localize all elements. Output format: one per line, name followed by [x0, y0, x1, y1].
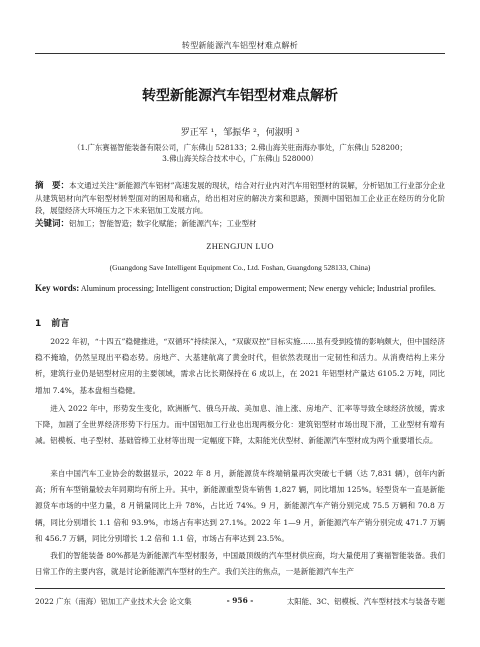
- en-keywords-label: Key words:: [35, 283, 80, 293]
- keywords-en: [35, 283, 445, 293]
- english-affiliation: (Guangdong Save Intelligent Equipment Co., Ltd. Foshan, Guangdong 528133, China): [109, 263, 371, 272]
- footer-rule: [35, 588, 445, 589]
- paragraph: 来自中国汽车工业协会的数据显示，2022 年 8 月，新能源货车终端销量再次突破七千辆（达 7,831 辆），创年内新高；所有车型销量较去年同期均有所上升。其中，新能源重型货车销售 1,827 辆，同比增加 125%。轻型货车一直是新能源货车市场的中坚力量，8 月销量同比上升 78%，占比近 74%。9 月，新能源汽车产销分别完成 75.5 万辆和 70.8 万辆，同比分别增长 1.1 倍和 93.9%，市场占有率达到 27.1%。2022 年 1—9 月，新能源汽车产销分别完成 471.7 万辆和 456.7 万辆，同比分别增长 1.2 倍和 1.1 倍，市场占有率达到 23.5%。: [35, 469, 445, 543]
- abstract-text: 本文通过关注“新能源汽车铝材”高速发展的现状，结合对行业内对汽车用铝型材的误解，分析铝加工行业部分企业从建筑铝材向汽车铝型材转型面对的困局和痛点，给出相对应的解决方案和思路，预测中国铝加工企业正在经历的分化阶段，展望经济大环境压力之下未来铝加工发展方向。: [35, 181, 445, 215]
- abstract-label: 摘 要：: [35, 181, 70, 191]
- header-rule: [35, 53, 445, 54]
- en-keywords-text: Aluminum processing; Intelligent construction; Digital empowerment; New energy vehicle; Industrial profiles.: [80, 284, 436, 293]
- running-header: 转型新能源汽车铝型材难点解析: [181, 41, 299, 50]
- section-title: 前言: [51, 319, 70, 329]
- english-author: ZHENGJUN LUO: [206, 241, 274, 251]
- section-heading: [35, 316, 69, 329]
- footer-topic: 太阳能、3C、铝模板、汽车型材技术与装备专题: [286, 597, 445, 606]
- abstract-cn: [35, 180, 445, 218]
- affiliation-line-1: （1.广东赛福智能装备有限公司，广东佛山 528133；2.佛山海关驻南海办事处，广东佛山 528200；: [73, 143, 407, 152]
- paragraph: 我们的智能装备 80%都是为新能源汽车型材服务，中国最顶级的汽车型材供应商，均大量使用了赛福智能装备。我们日常工作的主要内容，就是讨论新能源汽车型材的生产。我们关注的焦点，一是新能源汽车生产: [35, 551, 445, 577]
- keywords-label: 关键词：: [35, 219, 70, 229]
- paragraph: 2022 年初，“十四五”稳健推进，“双循环”持续深入，“双碳双控”目标实施……虽有受到疫情的影响颇大，但中国经济稳不掩瑜，仍然呈现出平稳态势。房地产、大基建航离了黄金时代，但依然表现出一定韧性和活力。从消费结构上来分析，建筑行业仍是铝型材应用的主要领域，需求占比长期保持在 6 成以上，在 2021 年铝型材产量达 6105.2 万吨，同比增加 7.4%，基本盘相当稳健。: [35, 337, 445, 395]
- keywords-text: 铝加工；智能智造；数字化赋能；新能源汽车；工业型材: [69, 219, 257, 228]
- affiliation-line-2: 3.佛山海关综合技术中心，广东佛山 528000）: [162, 154, 318, 163]
- keywords-cn: [35, 218, 445, 231]
- page-number: - 956 -: [226, 596, 254, 605]
- paragraph: 进入 2022 年中，形势发生变化，欧洲断气、俄乌开战、美加息、油上涨、房地产、汇率等导致全球经济放缓，需求下降，加剧了全世界经济形势下行压力。而中国铝加工行业也出现两极分化：建筑铝型材市场出现下滑，工业型材有增有减。铝模板、电子型材、基础管棒工业材等出现一定幅度下降，太阳能光伏型材、新能源汽车型材成为两个重要增长点。: [35, 404, 445, 446]
- section-number: 1: [35, 319, 42, 329]
- footer-proceedings: 2022 广东（南海）铝加工产业技术大会 论文集: [35, 597, 192, 606]
- author-line: 罗正军 ¹，邹振华 ²，何淑明 ³: [180, 128, 300, 138]
- article-title: 转型新能源汽车铝型材难点解析: [142, 88, 338, 104]
